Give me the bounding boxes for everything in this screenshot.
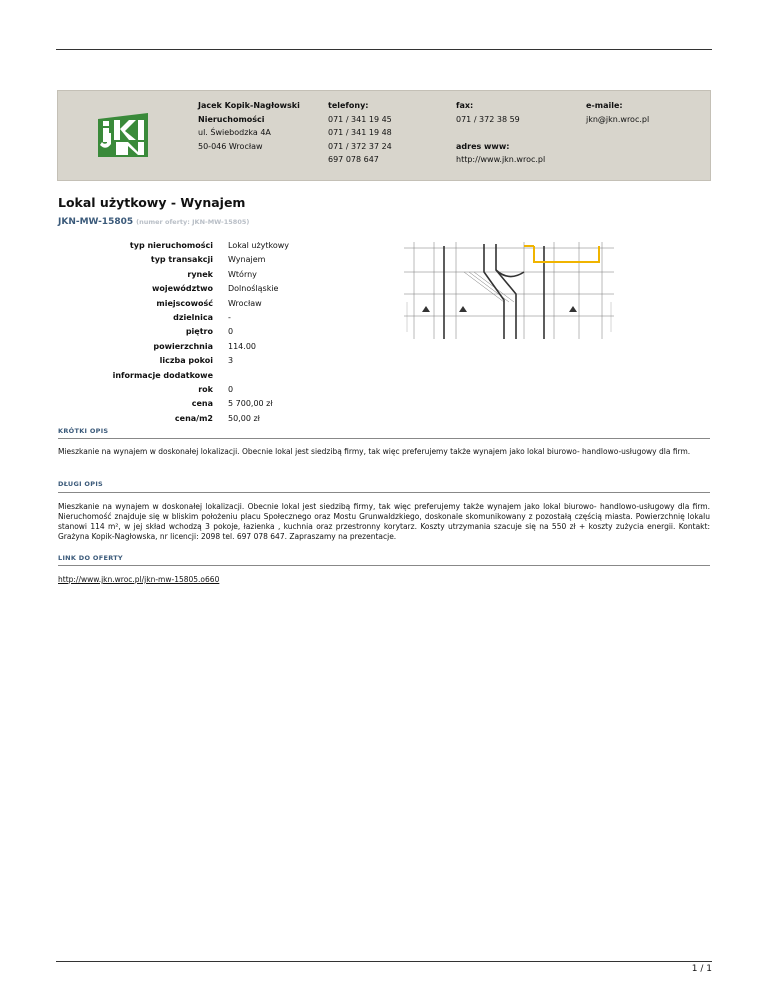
property-label: cena/m2: [174, 413, 213, 423]
agency-header: [57, 90, 711, 181]
property-value: Lokal użytkowy: [228, 241, 290, 250]
property-value: -: [228, 312, 231, 322]
short-description-text: Mieszkanie na wynajem w doskonałej lokalizacji. Obecnie lokal jest siedzibą firmy, tak więc preferujemy także wynajem jako lokal biurowo- handlowo-usługowy dla firm.: [58, 447, 691, 456]
top-rule: [56, 49, 712, 50]
offer-link-heading: LINK DO OFERTY: [58, 554, 123, 562]
www-value: http://www.jkn.wroc.pl: [456, 155, 546, 164]
offer-reference: [58, 217, 249, 227]
property-label: rok: [198, 384, 213, 394]
email-block: [586, 99, 649, 126]
section-divider: [58, 565, 710, 566]
property-value: 0: [228, 327, 234, 337]
phone-number: 697 078 647: [328, 155, 379, 164]
property-value: Dolnośląskie: [228, 284, 279, 294]
property-value: 50,00 zł: [228, 413, 260, 423]
section-divider: [58, 492, 710, 493]
property-label: miejscowość: [156, 298, 213, 308]
property-label: piętro: [185, 327, 213, 337]
page-number: 1 / 1: [691, 964, 712, 974]
offer-ref-sub: (numer oferty: JKN-MW-15805): [136, 218, 250, 226]
property-label: cena: [191, 399, 213, 409]
company-type: Nieruchomości: [198, 114, 265, 124]
property-value: 0: [228, 384, 234, 394]
phone-number: 071 / 341 19 45: [328, 114, 392, 124]
property-label: dzielnica: [173, 312, 213, 322]
property-value: Wrocław: [228, 298, 262, 308]
long-description-heading: DŁUGI OPIS: [58, 480, 104, 488]
property-label: rynek: [187, 269, 213, 279]
phones-label: telefony:: [328, 101, 369, 110]
long-description-text: Mieszkanie na wynajem w doskonałej lokalizacji. Obecnie lokal jest siedzibą firmy, tak więc preferujemy także wynajem jako lokal biurowo- handlowo-usługowy dla firm. Nieruchomość znajduje się w bliskim położeniu placu Społecznego oraz Mostu Grunwaldzkiego, doskonale skomunikowany z pozostałą częścią miasta. Powierzchnię lokalu stanowi 114 m², w jej skład wchodzą 3 pokoje, łazienka , kuchnia oraz przestronny korytarz. Koszty utrzymania szacuje się na 550 zł + koszty zużycia energii. Kontakt: Grażyna Kopik-Nagłowska, nr licencji: 2098 tel. 697 078 647. Zapraszamy na prezentacje.: [58, 502, 710, 541]
fax-label: fax:: [456, 101, 474, 110]
offer-ref-code: JKN-MW-15805: [58, 217, 134, 227]
phone-number: 071 / 341 19 48: [328, 128, 392, 137]
offer-link[interactable]: http://www.jkn.wroc.pl/jkn-mw-15805.o660: [58, 575, 220, 584]
offer-title: Lokal użytkowy - Wynajem: [58, 195, 246, 210]
property-label: województwo: [151, 284, 213, 294]
property-label: typ nieruchomości: [129, 241, 213, 250]
property-label: informacje dodatkowe: [112, 370, 213, 380]
company-city: 50-046 Wrocław: [198, 141, 263, 151]
property-value: Wynajem: [228, 255, 266, 265]
phones-block: [328, 99, 392, 167]
floor-plan-image: [404, 242, 614, 339]
phone-number: 071 / 372 37 24: [328, 141, 392, 151]
jkn-logo: [96, 111, 150, 159]
section-divider: [58, 438, 710, 439]
property-label: powierzchnia: [153, 341, 213, 351]
short-description-heading: KRÓTKI OPIS: [58, 427, 109, 435]
property-value: 114.00: [228, 341, 256, 351]
property-value: 3: [228, 356, 234, 366]
property-value: 5 700,00 zł: [228, 399, 273, 409]
bottom-rule: [56, 961, 712, 962]
fax-www-block: [456, 99, 545, 167]
property-label: liczba pokoi: [159, 356, 213, 366]
property-label: typ transakcji: [150, 255, 213, 265]
email-value: jkn@jkn.wroc.pl: [586, 114, 650, 124]
company-info: [198, 99, 300, 153]
email-label: e-maile:: [586, 101, 623, 110]
fax-value: 071 / 372 38 59: [456, 114, 520, 124]
company-name: Jacek Kopik-Nagłowski: [198, 101, 300, 110]
property-value: Wtórny: [228, 269, 257, 279]
company-street: ul. Świebodzka 4A: [198, 128, 271, 137]
www-label: adres www:: [456, 141, 510, 151]
